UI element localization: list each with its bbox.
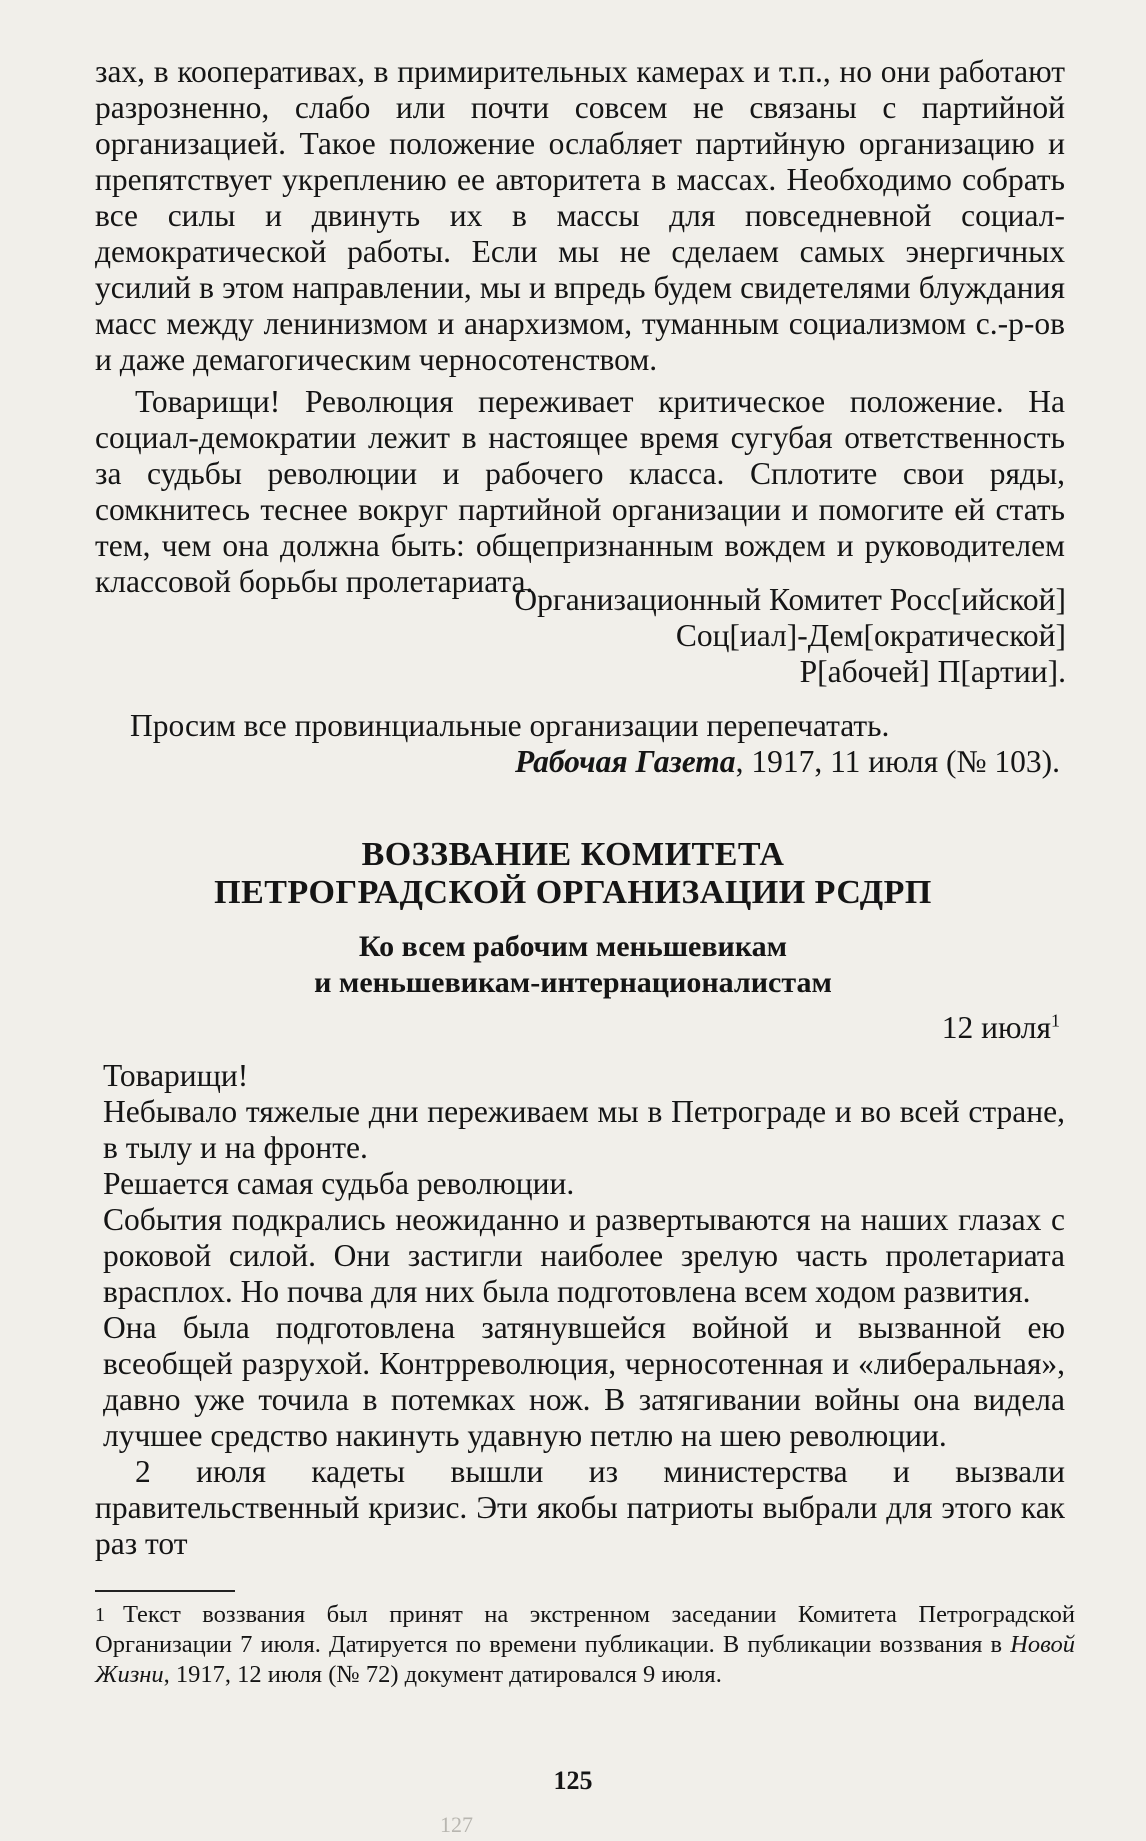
- page-number: 125: [553, 1766, 593, 1795]
- source-details: , 1917, 11 июля (№ 103).: [735, 744, 1060, 779]
- signature-line: Р[абочей] П[артии].: [799, 654, 1066, 689]
- footnote-text: , 1917, 12 июля (№ 72) документ датировался 9 июля.: [163, 1661, 722, 1688]
- continued-text: [95, 54, 1065, 600]
- paragraph: Решается самая судьба революции.: [103, 1166, 575, 1201]
- document-subtitle: и меньшевикам-интернационалистам: [314, 966, 832, 999]
- reprint-note: Просим все провинциальные организации перепечатать.: [130, 708, 890, 743]
- appeal-text: [95, 1058, 1065, 1562]
- paragraph: Она была подготовлена затянувшейся войной и вызванной ею всеобщей разрухой. Контрреволюция, черносотенная и «либеральная», давно уже точила в потемках нож. В затягивании войны она видела лучшее средство накинуть удавную петлю на шею революции.: [103, 1310, 1065, 1453]
- document-date: [942, 1010, 1060, 1046]
- source-citation: [515, 744, 1060, 780]
- footnote-marker: 1: [1051, 1010, 1060, 1031]
- paragraph: 2 июля кадеты вышли из министерства и вызвали правительственный кризис. Эти якобы патриоты выбрали для этого как раз тот: [95, 1454, 1065, 1561]
- paragraph: События подкрались неожиданно и развертываются на наших глазах с роковой силой. Они застигли наиболее зрелую часть пролетариата врасплох. Но почва для них была подготовлена всем ходом развития.: [103, 1202, 1065, 1309]
- signature-line: Соц[иал]-Дем[ократической]: [675, 618, 1066, 653]
- footnote-newspaper: Новой Жизни: [95, 1631, 1075, 1688]
- signature-line: Организационный Комитет Росс[ийской]: [514, 582, 1066, 617]
- address-line: Товарищи!: [103, 1058, 249, 1093]
- date-text: 12 июля: [941, 1010, 1051, 1045]
- footnote-divider: [95, 1590, 235, 1592]
- footnote-number: 1: [95, 1604, 105, 1626]
- footnote: [95, 1600, 1075, 1690]
- document-title: ПЕТРОГРАДСКОЙ ОРГАНИЗАЦИИ РСДРП: [214, 874, 932, 911]
- paragraph: Товарищи! Революция переживает критическое положение. На социал-демократии лежит в настоящее время сугубая ответственность за судьбы революции и рабочего класса. Сплотите свои ряды, сомкнитесь теснее вокруг партийной организации и помогите ей стать тем, чем она должна быть: общепризнанным вождем и руководителем классовой борьбы пролетариата.: [95, 384, 1065, 599]
- paragraph: зах, в кооперативах, в примирительных камерах и т.п., но они работают разрозненно, слабо или почти совсем не связаны с партийной организацией. Такое положение ослабляет партийную организацию и препятствует укреплению ее авторитета в массах. Необходимо собрать все силы и двинуть их в массы для повседневной социал-демократической работы. Если мы не сделаем самых энергичных усилий в этом направлении, мы и впредь будем свидетелями блуждания масс между ленинизмом и анархизмом, туманным социализмом с.-р-ов и даже демагогическим черносотенством.: [95, 54, 1065, 377]
- document-subtitle: Ко всем рабочим меньшевикам: [358, 930, 788, 963]
- footnote-text: Текст воззвания был принят на экстренном заседании Комитета Петроградской Организации 7 июля. Датируется по времени публикации. В публикации воззвания в: [95, 1601, 1075, 1658]
- bleed-through-page-number: 127: [440, 1812, 473, 1837]
- source-newspaper: Рабочая Газета: [515, 744, 736, 779]
- signature-block: [514, 582, 1066, 690]
- paragraph: Небывало тяжелые дни переживаем мы в Петрограде и во всей стране, в тылу и на фронте.: [103, 1094, 1065, 1165]
- document-title: ВОЗЗВАНИЕ КОМИТЕТА: [361, 836, 785, 873]
